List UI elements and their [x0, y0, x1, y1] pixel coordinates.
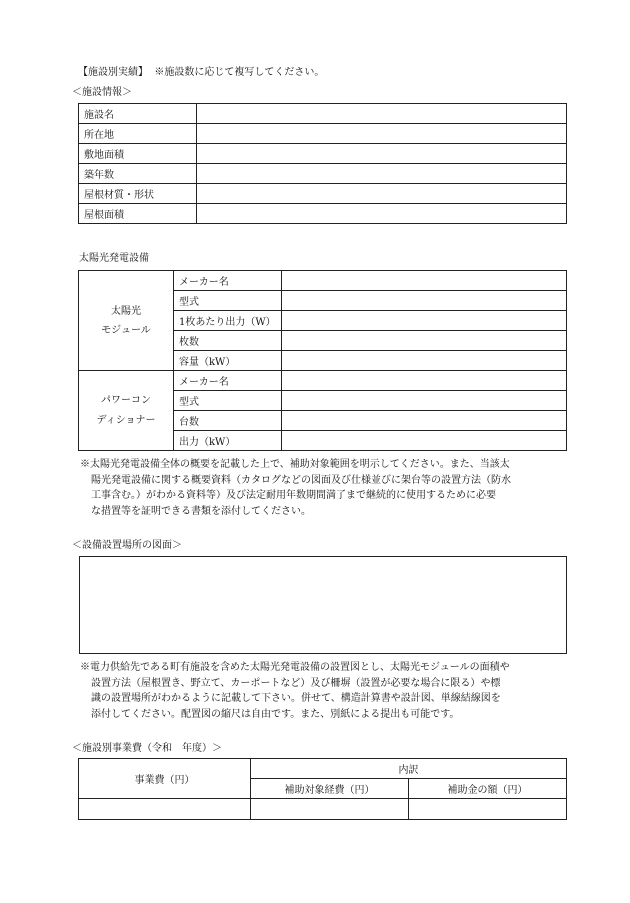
- module-capacity-field[interactable]: [282, 351, 567, 371]
- building-age-field[interactable]: [197, 164, 567, 184]
- table-row: [79, 204, 567, 224]
- module-output-field[interactable]: [282, 311, 567, 331]
- address-field[interactable]: [197, 124, 567, 144]
- business-cost-field[interactable]: [79, 799, 251, 820]
- table-row: [79, 271, 567, 291]
- facility-table: [78, 103, 567, 224]
- pcs-label: 台数: [174, 411, 282, 431]
- roof-area-field[interactable]: [197, 204, 567, 224]
- roof-material-field[interactable]: [197, 184, 567, 204]
- pcs-label: 型式: [174, 391, 282, 411]
- facility-label: 敷地面積: [79, 144, 197, 164]
- table-row: [79, 184, 567, 204]
- facility-label: 築年数: [79, 164, 197, 184]
- table-row: [79, 124, 567, 144]
- module-label: 枚数: [174, 331, 282, 351]
- table-row: [79, 104, 567, 124]
- site-area-field[interactable]: [197, 144, 567, 164]
- module-group-label: 太陽光 モジュール: [79, 271, 174, 371]
- table-row: [79, 144, 567, 164]
- module-maker-field[interactable]: [282, 271, 567, 291]
- solar-note: ※太陽光発電設備全体の概要を記載した上で、補助対象範囲を明示してください。また、当該太 陽光発電設備に関する概要資料（カタログなどの図面及び仕様並びに架台等の設置方法（防水 工事含む。）がわかる資料等）及び法定耐用年数期間満了まで継続的に使用するために必要 な措置等を証明できる書類を添付してください。: [80, 459, 511, 517]
- facility-heading: ＜施設情報＞: [72, 87, 132, 98]
- facility-name-field[interactable]: [197, 104, 567, 124]
- pcs-label: メーカー名: [174, 371, 282, 391]
- subsidy-amount-field[interactable]: [409, 799, 567, 820]
- module-label: 容量（kW）: [174, 351, 282, 371]
- module-count-field[interactable]: [282, 331, 567, 351]
- module-label: メーカー名: [174, 271, 282, 291]
- table-row: [79, 164, 567, 184]
- solar-table: [78, 270, 567, 451]
- pcs-model-field[interactable]: [282, 391, 567, 411]
- module-label: 1枚あたり出力（W）: [174, 311, 282, 331]
- subsidy-cost-field[interactable]: [251, 799, 409, 820]
- pcs-maker-field[interactable]: [282, 371, 567, 391]
- table-row: [79, 759, 567, 779]
- breakdown-header: 内訳: [251, 759, 567, 779]
- cost-table: [78, 758, 567, 820]
- pcs-count-field[interactable]: [282, 411, 567, 431]
- drawing-area[interactable]: [79, 556, 567, 654]
- module-model-field[interactable]: [282, 291, 567, 311]
- facility-label: 屋根面積: [79, 204, 197, 224]
- pcs-group-label: パワーコン ディショナー: [79, 371, 174, 451]
- solar-heading: 太陽光発電設備: [79, 253, 149, 264]
- module-label: 型式: [174, 291, 282, 311]
- page-title: 【施設別実績】: [78, 67, 148, 78]
- table-row: [79, 799, 567, 820]
- subsidy-cost-header: 補助対象経費（円）: [251, 779, 409, 799]
- drawing-note: ※電力供給先である町有施設を含めた太陽光発電設備の設置図とし、太陽光モジュールの面積や 設置方法（屋根置き、野立て、カーポートなど）及び柵塀（設置が必要な場合に限る）や標 識の設置場所がわかるように記載して下さい。併せて、構造計算書や設計図、単線結線図を 添付してください。配置図の縮尺は自由です。また、別紙による提出も可能です。: [80, 662, 510, 720]
- subsidy-amount-header: 補助金の額（円）: [409, 779, 567, 799]
- pcs-label: 出力（kW）: [174, 431, 282, 451]
- facility-label: 施設名: [79, 104, 197, 124]
- copy-note: ※施設数に応じて複写してください。: [154, 67, 325, 78]
- page-header: [78, 66, 324, 80]
- business-cost-header: 事業費（円）: [79, 759, 251, 799]
- pcs-output-field[interactable]: [282, 431, 567, 451]
- facility-label: 屋根材質・形状: [79, 184, 197, 204]
- facility-label: 所在地: [79, 124, 197, 144]
- table-row: [79, 371, 567, 391]
- drawing-heading: ＜設備設置場所の図面＞: [72, 540, 182, 551]
- cost-heading: ＜施設別事業費（令和 年度）＞: [72, 743, 222, 754]
